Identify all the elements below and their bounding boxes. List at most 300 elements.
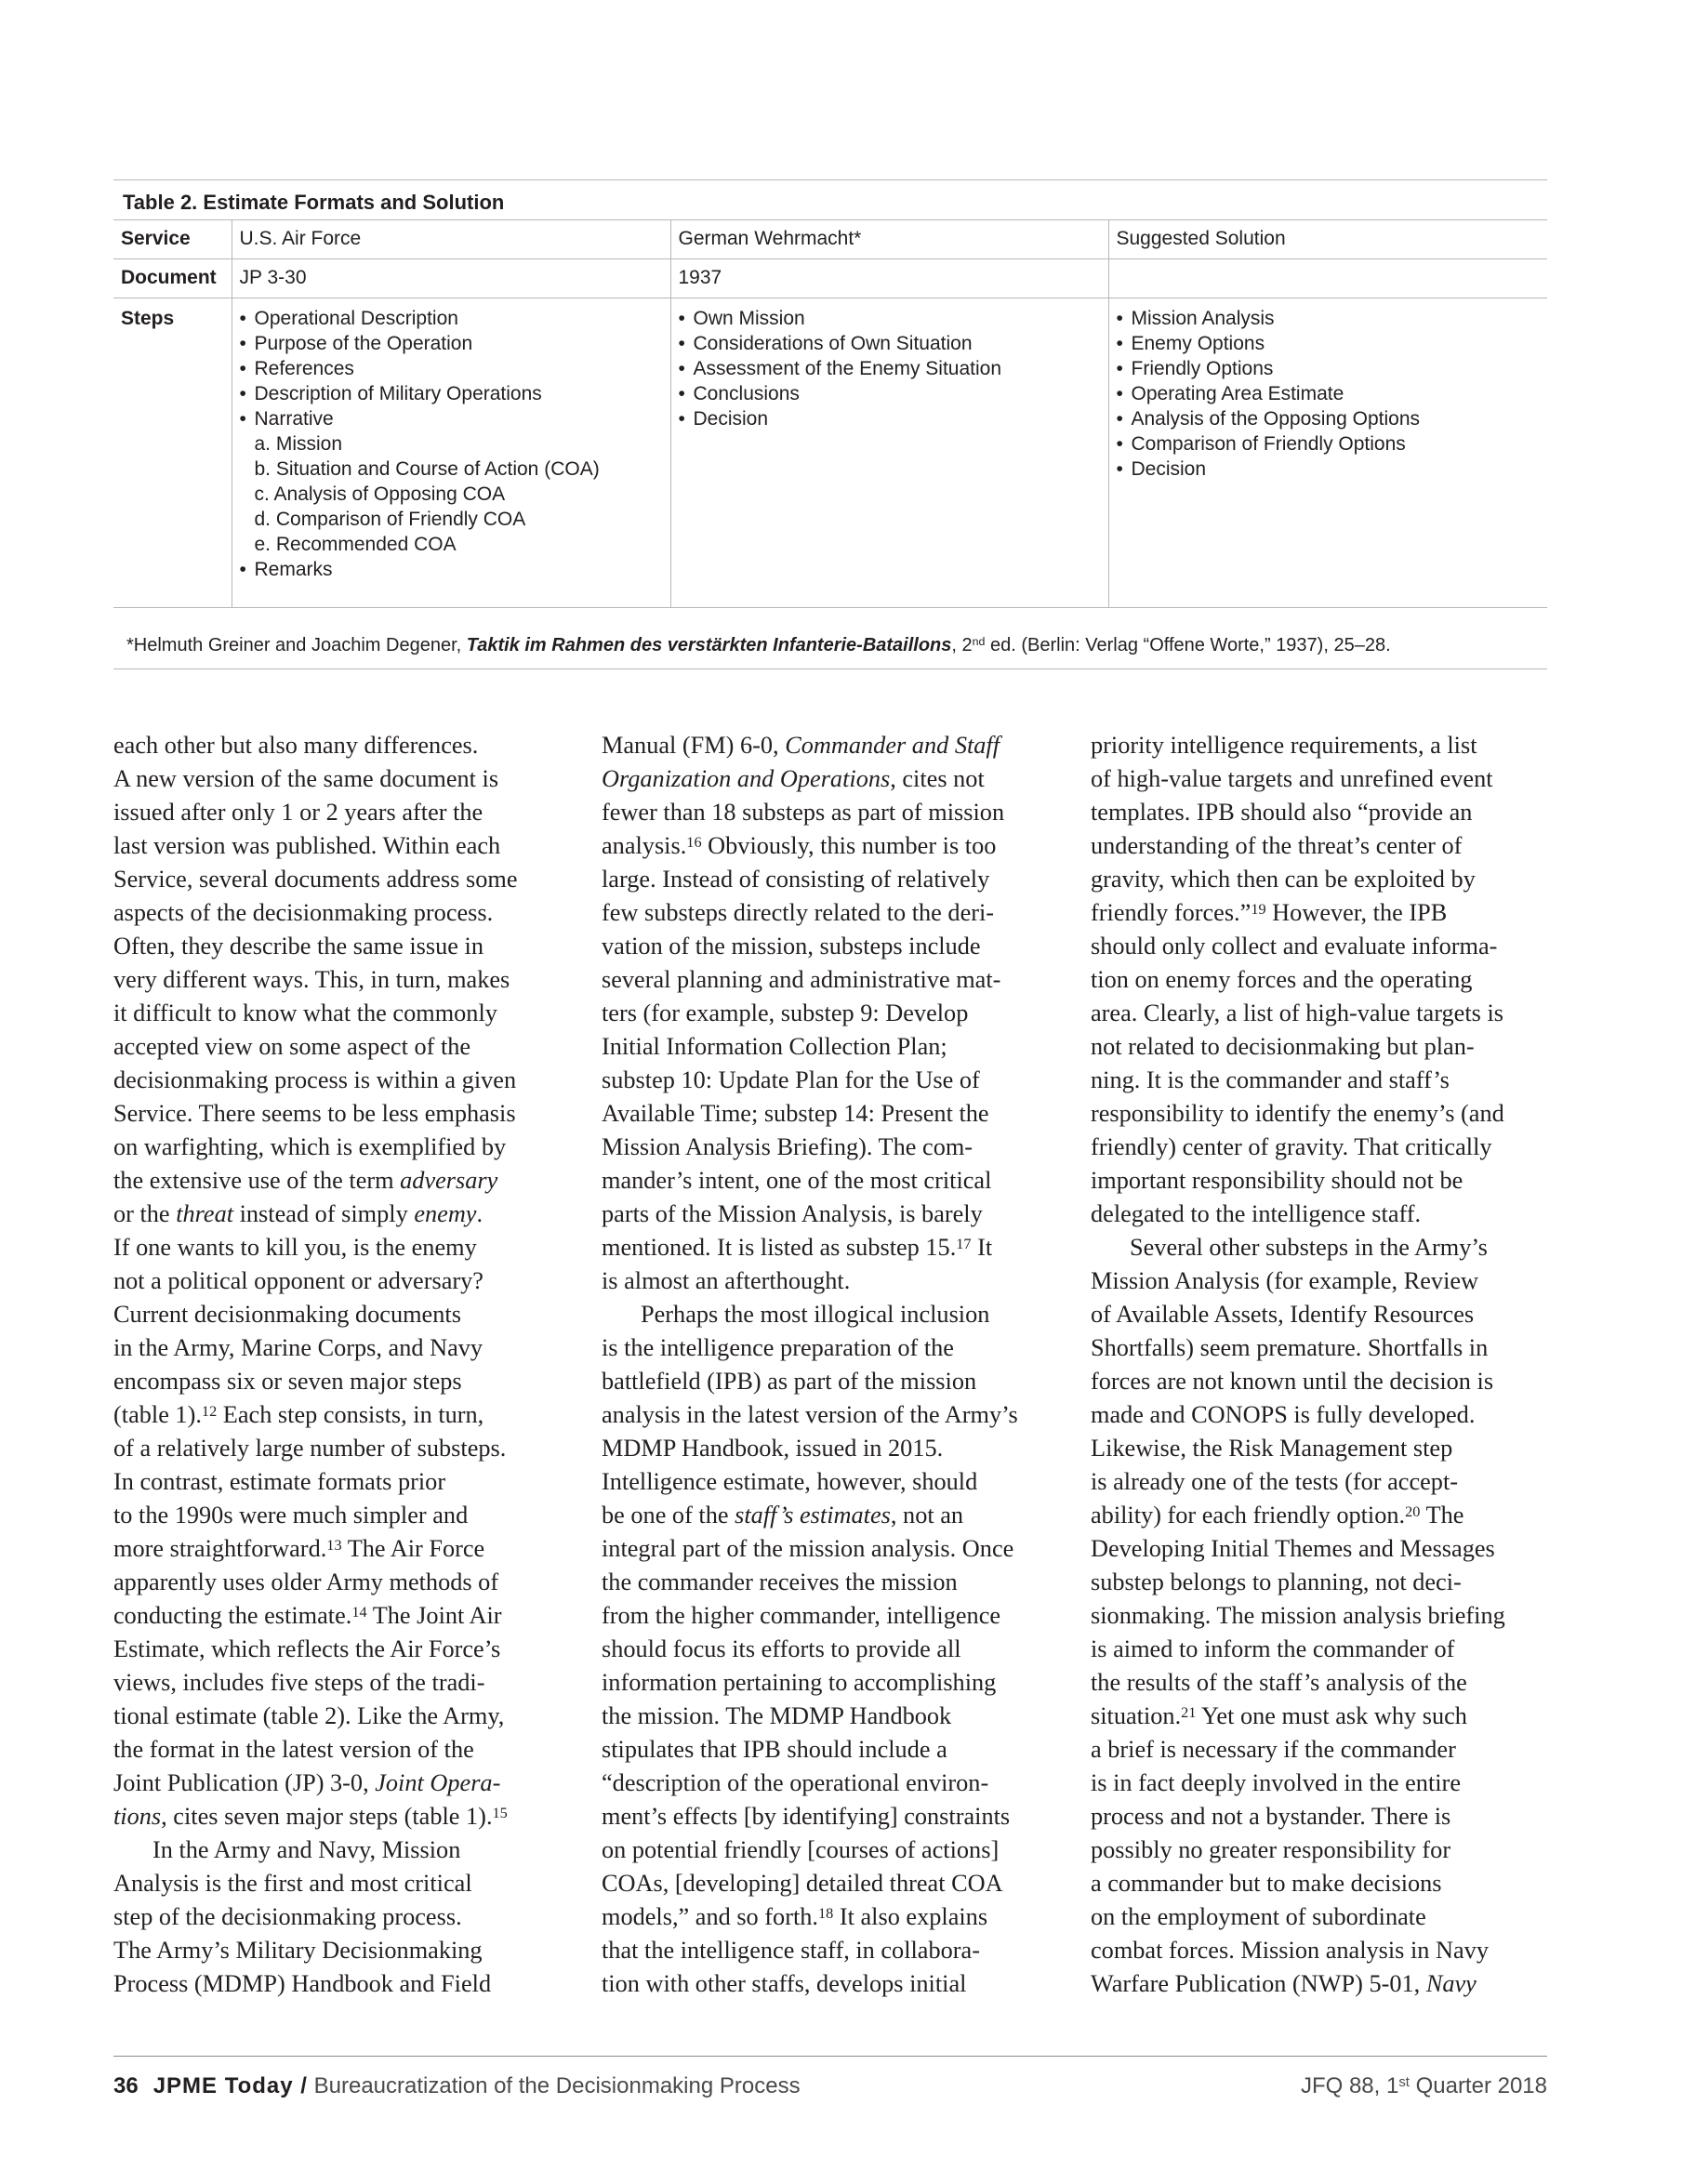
text-run: Current decisionmaking documents [113, 1301, 461, 1328]
cell-doc-solution [1108, 259, 1547, 298]
text-run: Intelligence estimate, however, should [602, 1468, 978, 1495]
text-run: integral part of the mission analysis. Once [602, 1535, 1014, 1562]
text-run: possibly no greater responsibility for [1091, 1836, 1451, 1863]
body-text-line [113, 1666, 574, 1700]
cell-air-force: U.S. Air Force [232, 220, 670, 259]
text-run: substep 10: Update Plan for the Use of [602, 1066, 980, 1093]
text-run: models,” and so forth. [602, 1903, 818, 1930]
body-text-line [602, 1398, 1062, 1432]
body-text-line [113, 1064, 574, 1097]
body-text-line [113, 1365, 574, 1398]
text-run: , not an [890, 1502, 964, 1529]
list-item: • Operating Area Estimate [1117, 381, 1541, 406]
body-text-line [602, 1900, 1062, 1934]
italic-text: tions [113, 1803, 162, 1830]
body-text-line [602, 1465, 1062, 1499]
body-text-line [602, 1532, 1062, 1566]
footer-left [113, 2073, 801, 2099]
body-text-line [602, 796, 1062, 829]
body-text-line [1091, 1733, 1551, 1767]
cell-steps-air-force [232, 298, 670, 608]
text-run: to the 1990s were much simpler and [113, 1502, 469, 1529]
body-text-line [1091, 1465, 1551, 1499]
body-text-line [602, 963, 1062, 997]
text-run: Mission Analysis Briefing). The com- [602, 1133, 973, 1160]
text-run: combat forces. Mission analysis in Navy [1091, 1937, 1489, 1964]
text-run: large. Instead of consisting of relatively [602, 866, 990, 893]
body-text-line [113, 1097, 574, 1131]
cell-wehrmacht: German Wehrmacht* [670, 220, 1108, 259]
text-run: vation of the mission, substeps include [602, 933, 981, 960]
wehrmacht-steps-list [679, 306, 1101, 431]
text-run: should only collect and evaluate informa- [1091, 933, 1498, 960]
footnote-text: ed. (Berlin: Verlag “Offene Worte,” 1937), 25–28. [985, 635, 1391, 655]
text-run: stipulates that IPB should include a [602, 1736, 947, 1763]
note-reference: 16 [686, 832, 702, 851]
body-text-line [602, 1633, 1062, 1666]
body-text-line [602, 1767, 1062, 1800]
note-reference: 12 [201, 1401, 218, 1420]
text-run: Warfare Publication (NWP) 5-01, [1091, 1970, 1426, 1997]
body-text-line [602, 1833, 1062, 1867]
footnote-superscript: nd [972, 635, 986, 649]
footer-right [1301, 2073, 1547, 2099]
text-run: priority intelligence requirements, a list [1091, 732, 1477, 759]
list-item: • Own Mission [679, 306, 1101, 331]
body-text-line [113, 997, 574, 1030]
text-run: Manual (FM) 6-0, [602, 732, 786, 759]
text-run: , cites not [890, 765, 985, 792]
estimate-table [113, 179, 1547, 608]
body-text-line [1091, 762, 1551, 796]
text-run: of a relatively large number of substeps. [113, 1435, 507, 1462]
body-text-line [602, 1131, 1062, 1164]
text-run: sionmaking. The mission analysis briefing [1091, 1602, 1505, 1629]
text-run: very different ways. This, in turn, makes [113, 966, 510, 993]
italic-text: staff’s estimates [735, 1502, 891, 1529]
text-run: situation. [1091, 1702, 1182, 1729]
narrative-list [240, 406, 663, 431]
list-item: e. Recommended COA [254, 534, 457, 555]
note-reference: 14 [351, 1602, 367, 1621]
table-footnote [113, 623, 1547, 669]
text-run: of Available Assets, Identify Resources [1091, 1301, 1475, 1328]
body-text-line [602, 863, 1062, 896]
body-text-line [113, 930, 574, 963]
body-text-line [1091, 1365, 1551, 1398]
text-run: The Joint Air [366, 1602, 502, 1629]
text-run: is aimed to inform the commander of [1091, 1635, 1455, 1662]
body-text-line [602, 1064, 1062, 1097]
text-run: substep belongs to planning, not deci- [1091, 1569, 1462, 1595]
text-run: conducting the estimate. [113, 1602, 352, 1629]
body-text-line [1091, 1867, 1551, 1900]
body-text-line [113, 1164, 574, 1198]
body-text-line [113, 1298, 574, 1331]
italic-text: adversary [400, 1167, 498, 1194]
issue-superscript: st [1398, 2075, 1410, 2091]
body-text-line [602, 1700, 1062, 1733]
cell-doc-air-force: JP 3-30 [232, 259, 670, 298]
body-text-line [602, 1264, 1062, 1298]
body-text-line [113, 1599, 574, 1633]
air-force-steps-list [240, 306, 663, 406]
text-run: Initial Information Collection Plan; [602, 1033, 947, 1060]
text-run: tion on enemy forces and the operating [1091, 966, 1473, 993]
text-run: MDMP Handbook, issued in 2015. [602, 1435, 944, 1462]
body-text-line [602, 1198, 1062, 1231]
row-label-steps: Steps [113, 298, 232, 608]
text-run: not related to decisionmaking but plan- [1091, 1033, 1475, 1060]
body-text-line [1091, 1164, 1551, 1198]
italic-text: Commander and Staff [785, 732, 1000, 759]
body-text-line [1091, 1398, 1551, 1432]
body-text-line [602, 1231, 1062, 1264]
body-text-line [113, 1867, 574, 1900]
body-text-line [113, 1800, 574, 1833]
body-text-line [113, 1767, 574, 1800]
text-run: Yet one must ask why such [1196, 1702, 1467, 1729]
text-run: delegated to the intelligence staff. [1091, 1200, 1422, 1227]
text-run: The Air Force [341, 1535, 485, 1562]
issue-label-rest: Quarter 2018 [1409, 2073, 1547, 2098]
table-row-document [113, 259, 1547, 298]
list-item: • Assessment of the Enemy Situation [679, 356, 1101, 381]
body-text-line [1091, 1633, 1551, 1666]
body-text-line [602, 1499, 1062, 1532]
table-row-steps [113, 298, 1547, 608]
text-run: understanding of the threat’s center of [1091, 832, 1463, 859]
footnote-text: *Helmuth Greiner and Joachim Degener, [126, 635, 467, 655]
body-text-line [602, 1164, 1062, 1198]
body-text-line [602, 1097, 1062, 1131]
body-text-line [113, 1700, 574, 1733]
body-text-line [1091, 1566, 1551, 1599]
body-text-line [1091, 963, 1551, 997]
body-text-line [602, 1800, 1062, 1833]
list-item: • Description of Military Operations [240, 381, 663, 406]
note-reference: 13 [326, 1535, 342, 1554]
remarks-list [240, 557, 663, 582]
body-text-line [602, 1298, 1062, 1331]
body-text-line [1091, 1131, 1551, 1164]
body-text-line [1091, 1833, 1551, 1867]
text-run: or the [113, 1200, 177, 1227]
text-run: analysis. [602, 832, 687, 859]
text-run: the commander receives the mission [602, 1569, 958, 1595]
text-run: , cites seven major steps (table 1). [161, 1803, 493, 1830]
text-run: Process (MDMP) Handbook and Field [113, 1970, 492, 1997]
text-run: on the employment of subordinate [1091, 1903, 1426, 1930]
text-run: Each step consists, in turn, [217, 1401, 484, 1428]
body-text-line [602, 1733, 1062, 1767]
list-item-narrative: • Narrative [240, 406, 663, 431]
text-run: step of the decisionmaking process. [113, 1903, 462, 1930]
text-run: few substeps directly related to the deri- [602, 899, 995, 926]
text-run: (table 1). [113, 1401, 202, 1428]
issue-label: JFQ 88, 1 [1300, 2073, 1399, 2098]
text-run: templates. IPB should also “provide an [1091, 799, 1473, 826]
italic-text: threat [176, 1200, 234, 1227]
text-run: Developing Initial Themes and Messages [1091, 1535, 1495, 1562]
body-text-line [113, 1432, 574, 1465]
italic-text: Organization and Operations [602, 765, 891, 792]
list-item: b. Situation and Course of Action (COA) [254, 458, 600, 480]
italic-text: Joint Opera- [375, 1769, 501, 1796]
body-text-line [113, 796, 574, 829]
text-run: not a political opponent or adversary? [113, 1267, 483, 1294]
list-item-remarks: • Remarks [240, 557, 663, 582]
text-run: The [1420, 1502, 1464, 1529]
text-run: made and CONOPS is fully developed. [1091, 1401, 1476, 1428]
body-text-line [1091, 896, 1551, 930]
text-run: the extensive use of the term [113, 1167, 401, 1194]
text-run: is almost an afterthought. [602, 1267, 851, 1294]
text-run: last version was published. Within each [113, 832, 501, 859]
list-item: • References [240, 356, 663, 381]
text-run: that the intelligence staff, in collabora- [602, 1937, 980, 1964]
body-text-line [113, 1398, 574, 1432]
cell-steps-wehrmacht [670, 298, 1108, 608]
text-run: is already one of the tests (for accept- [1091, 1468, 1459, 1495]
list-item: • Conclusions [679, 381, 1101, 406]
body-text-line [602, 1666, 1062, 1700]
page-number: 36 [113, 2073, 139, 2098]
body-text-line [1091, 1499, 1551, 1532]
list-item: • Purpose of the Operation [240, 331, 663, 356]
body-text-line [602, 1967, 1062, 2001]
body-text-line [1091, 1599, 1551, 1633]
body-text-line [1091, 863, 1551, 896]
body-column-3 [1091, 729, 1551, 2001]
text-run: apparently uses older Army methods of [113, 1569, 499, 1595]
row-label-document: Document [113, 259, 232, 298]
text-run: fewer than 18 substeps as part of mission [602, 799, 1005, 826]
list-item: • Comparison of Friendly Options [1117, 431, 1541, 457]
body-text-line [602, 1432, 1062, 1465]
article-title: Bureaucratization of the Decisionmaking Process [307, 2073, 801, 2098]
cell-doc-wehrmacht: 1937 [670, 259, 1108, 298]
estimate-formats-table [113, 219, 1547, 608]
text-run: important responsibility should not be [1091, 1167, 1463, 1194]
body-text-line [113, 1633, 574, 1666]
list-item: • Decision [1117, 457, 1541, 482]
text-run: be one of the [602, 1502, 735, 1529]
body-text-line [1091, 1030, 1551, 1064]
list-item: • Considerations of Own Situation [679, 331, 1101, 356]
body-text-line [602, 896, 1062, 930]
narrative-sub-list [240, 431, 663, 557]
text-run: on warfighting, which is exemplified by [113, 1133, 507, 1160]
text-run: accepted view on some aspect of the [113, 1033, 471, 1060]
text-run: a commander but to make decisions [1091, 1870, 1442, 1897]
cell-suggested-solution: Suggested Solution [1108, 220, 1547, 259]
text-run: more straightforward. [113, 1535, 327, 1562]
body-text-line [113, 1532, 574, 1566]
list-item: • Analysis of the Opposing Options [1117, 406, 1541, 431]
body-text-line [1091, 1298, 1551, 1331]
text-run: mander’s intent, one of the most critical [602, 1167, 992, 1194]
text-run: encompass six or seven major steps [113, 1368, 462, 1395]
body-text-line [113, 762, 574, 796]
body-text-line [1091, 1666, 1551, 1700]
text-run: analysis in the latest version of the Army’s [602, 1401, 1018, 1428]
text-run: Mission Analysis (for example, Review [1091, 1267, 1479, 1294]
text-run: ning. It is the commander and staff’s [1091, 1066, 1450, 1093]
note-reference: 20 [1405, 1502, 1421, 1520]
text-run: battlefield (IPB) as part of the mission [602, 1368, 977, 1395]
body-text-line [602, 1566, 1062, 1599]
text-run: from the higher commander, intelligence [602, 1602, 1001, 1629]
text-run: COAs, [developing] detailed threat COA [602, 1870, 1003, 1897]
text-run: in the Army, Marine Corps, and Navy [113, 1334, 483, 1361]
text-run: issued after only 1 or 2 years after the [113, 799, 483, 826]
body-column-1 [113, 729, 574, 2001]
text-run: it difficult to know what the commonly [113, 999, 497, 1026]
text-run: It also explains [833, 1903, 988, 1930]
body-text-line [1091, 1064, 1551, 1097]
text-run: the format in the latest version of the [113, 1736, 474, 1763]
body-text-line [602, 729, 1062, 762]
list-item: d. Comparison of Friendly COA [254, 509, 526, 530]
text-run: ment’s effects [by identifying] constraints [602, 1803, 1011, 1830]
body-text-line [1091, 997, 1551, 1030]
text-run: process and not a bystander. There is [1091, 1803, 1451, 1830]
body-text-line [602, 1030, 1062, 1064]
body-text-line [113, 1733, 574, 1767]
italic-text: enemy [414, 1200, 477, 1227]
list-item: • Decision [679, 406, 1101, 431]
section-label: JPME Today / [152, 2073, 308, 2098]
body-text-line [113, 1833, 574, 1867]
text-run: In the Army and Navy, Mission [152, 1836, 461, 1863]
text-run: Likewise, the Risk Management step [1091, 1435, 1453, 1462]
body-text-line [113, 1900, 574, 1934]
text-run: is the intelligence preparation of the [602, 1334, 954, 1361]
text-run: Joint Publication (JP) 3-0, [113, 1769, 376, 1796]
body-text-line [1091, 796, 1551, 829]
text-run: instead of simply [233, 1200, 415, 1227]
text-run: Often, they describe the same issue in [113, 933, 483, 960]
body-text-line [113, 1231, 574, 1264]
body-text-line [113, 1967, 574, 2001]
text-run: views, includes five steps of the tradi- [113, 1669, 485, 1696]
text-run: Obviously, this number is too [701, 832, 997, 859]
text-run: Estimate, which reflects the Air Force’s [113, 1635, 501, 1662]
body-text-line [1091, 1900, 1551, 1934]
body-text-line [1091, 1231, 1551, 1264]
body-text-line [602, 1867, 1062, 1900]
table-caption: Table 2. Estimate Formats and Solution [123, 191, 505, 214]
body-text-line [1091, 1432, 1551, 1465]
text-run: forces are not known until the decision is [1091, 1368, 1494, 1395]
text-run: ters (for example, substep 9: Develop [602, 999, 969, 1026]
text-run: ability) for each friendly option. [1091, 1502, 1406, 1529]
text-run: decisionmaking process is within a given [113, 1066, 517, 1093]
solution-steps-list [1117, 306, 1541, 482]
text-run: “description of the operational environ- [602, 1769, 989, 1796]
text-run: the mission. The MDMP Handbook [602, 1702, 952, 1729]
body-text-line [602, 1331, 1062, 1365]
text-run: It [971, 1234, 993, 1261]
cell-steps-solution [1108, 298, 1547, 608]
text-run: The Army’s Military Decisionmaking [113, 1937, 483, 1964]
table-row-service [113, 220, 1547, 259]
body-text-line [1091, 1532, 1551, 1566]
list-item: a. Mission [254, 433, 343, 455]
note-reference: 19 [1251, 899, 1266, 918]
text-run: tional estimate (table 2). Like the Army, [113, 1702, 505, 1729]
body-text-line [1091, 1264, 1551, 1298]
body-text-line [602, 1365, 1062, 1398]
body-text-line [602, 1934, 1062, 1967]
text-run: Service. There seems to be less emphasis [113, 1100, 516, 1127]
list-item: • Mission Analysis [1117, 306, 1541, 331]
italic-text: Navy [1425, 1970, 1477, 1997]
list-item: • Operational Description [240, 306, 663, 331]
page-footer [113, 2068, 1547, 2105]
body-text-line [1091, 1198, 1551, 1231]
text-run: Analysis is the first and most critical [113, 1870, 472, 1897]
body-text-line [113, 1499, 574, 1532]
text-run: Perhaps the most illogical inclusion [641, 1301, 990, 1328]
note-reference: 21 [1181, 1702, 1197, 1721]
note-reference: 15 [492, 1803, 508, 1821]
body-text-line [1091, 1967, 1551, 2001]
body-text-line [1091, 829, 1551, 863]
text-run: is in fact deeply involved in the entire [1091, 1769, 1461, 1796]
list-item: • Enemy Options [1117, 331, 1541, 356]
text-run: aspects of the decisionmaking process. [113, 899, 494, 926]
text-run: mentioned. It is listed as substep 15. [602, 1234, 957, 1261]
body-text-line [113, 896, 574, 930]
body-text-line [113, 1465, 574, 1499]
text-run: should focus its efforts to provide all [602, 1635, 961, 1662]
body-text-line [113, 1198, 574, 1231]
body-text-line [113, 1030, 574, 1064]
text-run: each other but also many differences. [113, 732, 479, 759]
body-text-line [113, 1264, 574, 1298]
body-text-line [113, 1131, 574, 1164]
body-text-line [113, 1934, 574, 1967]
body-text-line [113, 963, 574, 997]
body-text-line [602, 762, 1062, 796]
body-text-line [113, 829, 574, 863]
body-text-line [602, 930, 1062, 963]
text-run: on potential friendly [courses of actions] [602, 1836, 1000, 1863]
text-run: a brief is necessary if the commander [1091, 1736, 1456, 1763]
body-text-line [1091, 1934, 1551, 1967]
text-run: information pertaining to accomplishing [602, 1669, 997, 1696]
list-item: c. Analysis of Opposing COA [254, 483, 506, 505]
body-text-line [113, 863, 574, 896]
text-run: the results of the staff’s analysis of the [1091, 1669, 1467, 1696]
body-text-line [1091, 1097, 1551, 1131]
body-text-line [1091, 1700, 1551, 1733]
text-run: A new version of the same document is [113, 765, 499, 792]
text-run: responsibility to identify the enemy’s (and [1091, 1100, 1504, 1127]
body-text-line [1091, 1767, 1551, 1800]
text-run: Service, several documents address some [113, 866, 518, 893]
text-run: Several other substeps in the Army’s [1130, 1234, 1488, 1261]
body-text-line [1091, 1331, 1551, 1365]
body-text-line [113, 1331, 574, 1365]
text-run: If one wants to kill you, is the enemy [113, 1234, 477, 1261]
text-run: Shortfalls) seem premature. Shortfalls in [1091, 1334, 1489, 1361]
row-label-service: Service [113, 220, 232, 259]
text-run: area. Clearly, a list of high-value targets is [1091, 999, 1503, 1026]
body-column-2 [602, 729, 1062, 2001]
